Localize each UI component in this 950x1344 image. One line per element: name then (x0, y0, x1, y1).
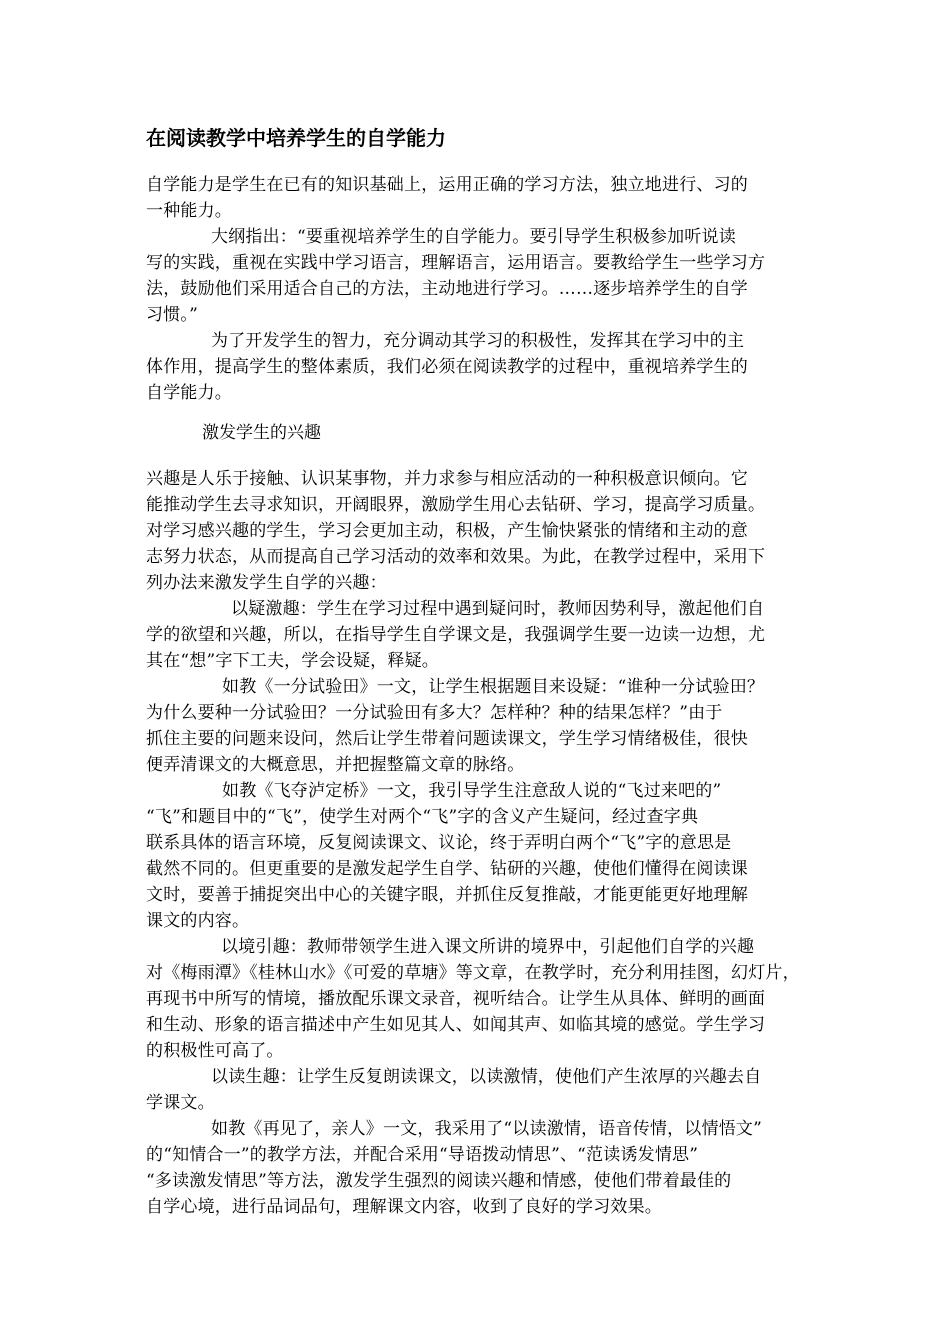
paragraph-line: 如教《一分试验田》一文，让学生根据题目来设疑：“谁种一分试验田？ (222, 677, 765, 697)
paragraph-line: 法，鼓励他们采用适合自己的方法，主动地进行学习。……逐步培养学生的自学 (146, 279, 748, 299)
paragraph-line: 文时，要善于捕捉突出中心的关键字眼，并抓住反复推敲，才能更能更好地理解 (146, 885, 748, 905)
paragraph-line: 习惯。” (146, 305, 198, 325)
paragraph-line: “多读激发情思”等方法，激发学生强烈的阅读兴趣和情感，使他们带着最佳的 (146, 1171, 732, 1191)
document-title: 在阅读教学中培养学生的自学能力 (146, 126, 446, 150)
paragraph-line: 写的实践，重视在实践中学习语言，理解语言，运用语言。要教给学生一些学习方 (146, 253, 766, 273)
paragraph-line: 列办法来激发学生自学的兴趣： (146, 573, 387, 593)
paragraph-line: 截然不同的。但更重要的是激发起学生自学、钻研的兴趣，使他们懂得在阅读课 (146, 859, 748, 879)
paragraph-line: 便弄清课文的大概意思，并把握整篇文章的脉络。 (146, 755, 525, 775)
paragraph-line: 学课文。 (146, 1093, 215, 1113)
paragraph-line: 再现书中所写的情境，播放配乐课文录音，视听结合。让学生从具体、鲜明的画面 (146, 989, 766, 1009)
paragraph-line: 志努力状态，从而提高自己学习活动的效率和效果。为此，在教学过程中，采用下 (146, 547, 766, 567)
paragraph-line: 如教《飞夺泸定桥》一文，我引导学生注意敌人说的“飞过来吧的” (222, 781, 722, 801)
paragraph-line: 的积极性可高了。 (146, 1041, 284, 1061)
paragraph-line: 课文的内容。 (146, 911, 250, 931)
paragraph-line: 以读生趣：让学生反复朗读课文，以读激情，使他们产生浓厚的兴趣去自 (211, 1067, 762, 1087)
paragraph-line: 自学能力。 (146, 383, 232, 403)
paragraph-line: 对学习感兴趣的学生，学习会更加主动，积极，产生愉快紧张的情绪和主动的意 (146, 521, 748, 541)
paragraph-line: 抓住主要的问题来设问，然后让学生带着问题读课文，学生学习情绪极佳，很快 (146, 729, 748, 749)
paragraph-line: 如教《再见了，亲人》一文，我采用了“以读激情，语音传情，以情悟文” (211, 1119, 762, 1139)
paragraph-line: 以疑激趣：学生在学习过程中遇到疑问时，教师因势利导，激起他们自 (231, 599, 765, 619)
paragraph-line: “飞”和题目中的“飞”，使学生对两个“飞”字的含义产生疑问，经过查字典 (146, 807, 699, 827)
paragraph-line: 和生动、形象的语言描述中产生如见其人、如闻其声、如临其境的感觉。学生学习 (146, 1015, 766, 1035)
paragraph-line: 学的欲望和兴趣，所以，在指导学生自学课文是，我强调学生要一边读一边想，尤 (146, 625, 766, 645)
paragraph-line: 一种能力。 (146, 201, 232, 221)
section-heading: 激发学生的兴趣 (202, 423, 321, 443)
paragraph-line: 体作用，提高学生的整体素质，我们必须在阅读教学的过程中，重视培养学生的 (146, 357, 748, 377)
paragraph-line: 联系具体的语言环境，反复阅读课文、议论，终于弄明白两个“飞”字的意思是 (146, 833, 732, 853)
paragraph-line: 能推动学生去寻求知识，开阔眼界，激励学生用心去钻研、学习，提高学习质量。 (146, 495, 766, 515)
paragraph-line: 其在“想”字下工夫，学会设疑，释疑。 (146, 651, 439, 671)
paragraph-line: 对《梅雨潭》《桂林山水》《可爱的草塘》等文章，在教学时，充分利用挂图，幻灯片， (146, 963, 800, 983)
paragraph-line: 为了开发学生的智力，充分调动其学习的积极性，发挥其在学习中的主 (211, 331, 745, 351)
paragraph-line: 大纲指出：“要重视培养学生的自学能力。要引导学生积极参加听说读 (211, 227, 736, 247)
paragraph-line: 自学心境，进行品词品句，理解课文内容，收到了良好的学习效果。 (146, 1197, 662, 1217)
paragraph-line: 兴趣是人乐于接触、认识某事物，并力求参与相应活动的一种积极意识倾向。它 (146, 469, 748, 489)
paragraph-line: 自学能力是学生在已有的知识基础上，运用正确的学习方法，独立地进行、习的 (146, 175, 748, 195)
paragraph-line: 为什么要种一分试验田？一分试验田有多大？怎样种？种的结果怎样？”由于 (146, 703, 723, 723)
paragraph-line: 以境引趣：教师带领学生进入课文所讲的境界中，引起他们自学的兴趣 (221, 937, 755, 957)
paragraph-line: 的“知情合一”的教学方法，并配合采用“导语拨动情思”、“范读诱发情思” (146, 1145, 699, 1165)
